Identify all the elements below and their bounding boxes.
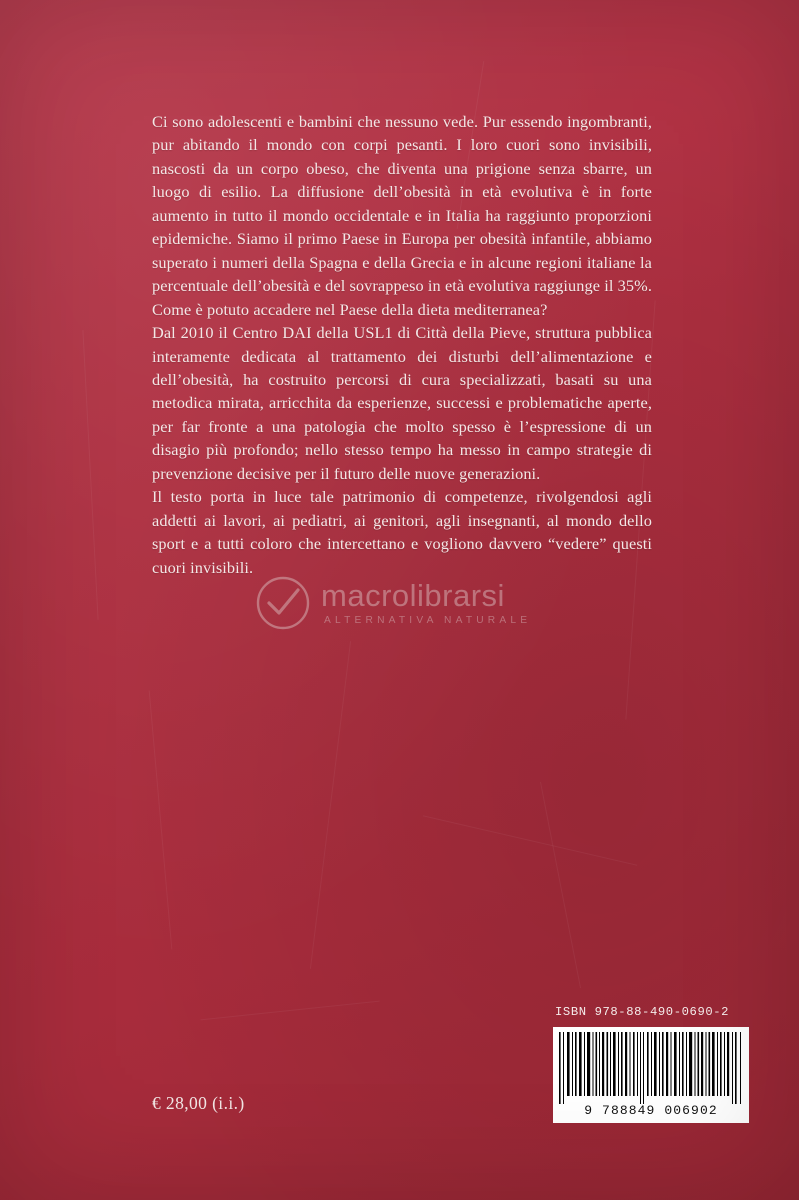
cover-scuff: [310, 641, 351, 969]
barcode: [553, 1027, 749, 1123]
blurb-paragraph-2: Dal 2010 il Centro DAI della USL1 di Città della Pieve, struttura pubblica interamente dedicata al trattamento dei disturbi dell’alimentazione e dell’obesità, ha costruito percorsi di cura specializzati, basati su una metodica mirata, arricchita da esperienze, successi e problematiche aperte, per far fronte a una patologia che molto spesso è l’espressione di un disagio più profondo; nello stesso tempo ha messo in campo strategie di prevenzione decisive per il futuro delle nuove generazioni.: [152, 323, 652, 483]
macrolibrarsi-watermark: [255, 568, 555, 638]
blurb-paragraph-1: Ci sono adolescenti e bambini che nessuno vede. Pur essendo ingombranti, pur abitando il mondo con corpi pesanti. I loro cuori sono invisibili, nascosti da un corpo obeso, che diventa una prigione senza sbarre, un luogo di esilio. La diffusione dell’obesità in età evolutiva è in forte aumento in tutto il mondo occidentale e in Italia ha raggiunto proporzioni epidemiche. Siamo il primo Paese in Europa per obesità infantile, abbiamo superato i numeri della Spagna e della Grecia e in alcune regioni italiane la percentuale dell’obesità e del sovrappeso in età evolutiva raggiunge il 35%. Come è potuto accadere nel Paese della dieta mediterranea?: [152, 112, 652, 319]
cover-scuff: [423, 815, 638, 865]
cover-scuff: [540, 782, 581, 988]
cover-scuff: [82, 330, 98, 620]
barcode-bars: [557, 1032, 745, 1104]
watermark-text: [321, 577, 532, 626]
barcode-digits: 9 788849 006902: [584, 1103, 718, 1118]
isbn-number: ISBN 978-88-490-0690-2: [555, 1005, 730, 1019]
back-cover-blurb: [152, 110, 652, 579]
watermark-brand: macrolibrarsi: [321, 577, 505, 613]
cover-scuff: [149, 690, 173, 949]
blurb-paragraph-3: Il testo porta in luce tale patrimonio di competenze, rivolgendosi agli addetti ai lavori, ai pediatri, ai genitori, agli insegnanti, al mondo dello sport e a tutti coloro che intercettano e vogliono davvero “vedere” questi cuori invisibili.: [152, 487, 652, 577]
price-label: € 28,00 (i.i.): [152, 1093, 245, 1113]
isbn-area: [553, 1005, 753, 1123]
cover-scuff: [200, 1001, 379, 1021]
checkmark-circle-icon: [255, 575, 311, 631]
watermark-tagline: ALTERNATIVA NATURALE: [324, 614, 532, 626]
